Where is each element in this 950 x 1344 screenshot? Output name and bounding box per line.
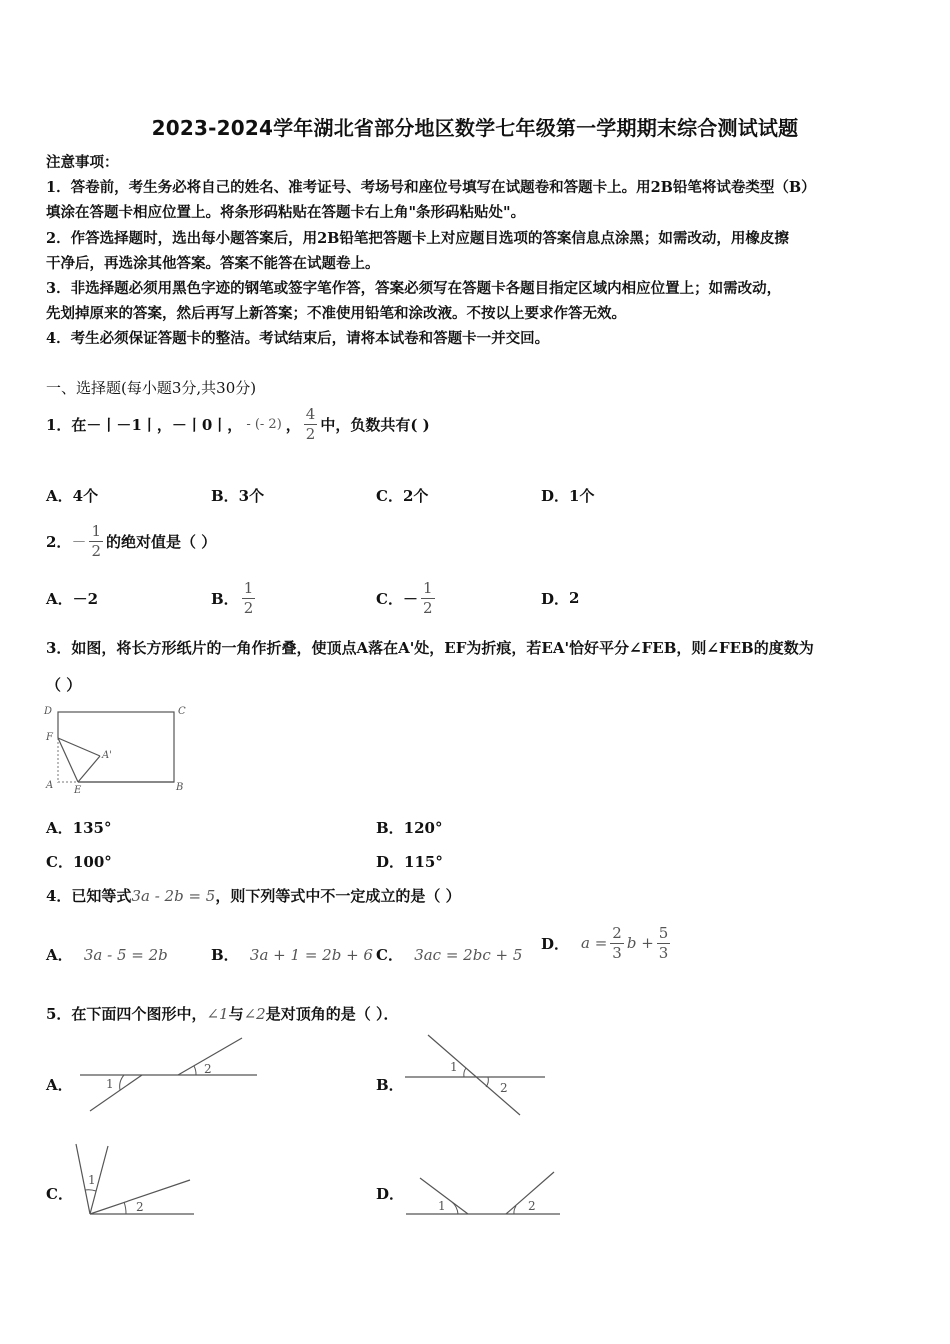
question-4-expr: 3a - 2b = 5 <box>131 887 216 905</box>
q5-figure-c <box>68 1138 198 1220</box>
option-label: B． <box>211 946 239 964</box>
angle-label-2: 2 <box>528 1199 536 1213</box>
angle-label-1: 1 <box>106 1077 114 1091</box>
question-2-fraction <box>89 522 103 561</box>
fraction-numerator: 1 <box>243 578 254 597</box>
question-3-line-2: （ ） <box>46 676 82 694</box>
angle-arc-2 <box>194 1066 196 1075</box>
fraction-numerator: 1 <box>422 578 433 597</box>
fraction-numerator: 1 <box>91 521 101 540</box>
q1-option-b: B．3个 <box>211 487 265 505</box>
section-heading: 一、选择题(每小题3分,共30分) <box>46 379 257 397</box>
question-3-figure <box>40 700 200 798</box>
q3-option-c: C．100° <box>46 853 112 871</box>
question-5-angle-2: ∠2 <box>243 1005 266 1023</box>
option-label: C． <box>376 946 403 964</box>
q5-figure-b <box>400 1030 550 1120</box>
question-1-prefix: 1．在－丨－1丨，－丨0丨， <box>46 415 243 434</box>
q5-figure-a <box>70 1034 265 1114</box>
option-fraction-1 <box>610 924 624 963</box>
notice-line-5: 3．非选择题必须用黑色字迹的钢笔或签字笔作答，答案必须写在答题卡各题目指定区域内相应位置上；如需改动， <box>46 280 782 297</box>
question-5-angle-1: ∠1 <box>206 1005 229 1023</box>
angle-label-2: 2 <box>204 1062 212 1076</box>
angle-label-1: 1 <box>450 1060 458 1074</box>
q5-option-d-label: D． <box>376 1185 405 1203</box>
notice-line-6: 先划掉原来的答案，然后再写上新答案；不准使用铅笔和涂改液。不按以上要求作答无效。 <box>46 305 626 322</box>
option-label: A． <box>46 946 73 964</box>
q4-option-d <box>541 921 673 965</box>
option-label: A． <box>46 589 73 608</box>
rectangle-abcd <box>58 712 174 782</box>
option-expr: 3a - 5 = 2b <box>83 946 168 964</box>
q3-option-d: D．115° <box>376 853 443 871</box>
option-label: C． <box>376 589 403 608</box>
question-2-sign: － <box>71 532 87 551</box>
option-mid: b + <box>626 934 654 952</box>
label-f: F <box>46 732 53 743</box>
option-label: D． <box>541 934 570 953</box>
q4-option-a <box>46 944 168 965</box>
page-title: 2023-2024学年湖北省部分地区数学七年级第一学期期末综合测试试题 <box>151 116 799 140</box>
q3-option-b: B．120° <box>376 819 443 837</box>
fraction-denominator: 3 <box>658 943 669 962</box>
q4-option-c <box>376 944 522 965</box>
question-1-expr: - (- 2) <box>246 416 282 432</box>
edge-ea-prime <box>78 756 100 782</box>
option-value: 2 <box>569 589 580 607</box>
angle-label-1: 1 <box>438 1199 446 1213</box>
option-label: B． <box>211 589 239 608</box>
notice-heading: 注意事项： <box>46 154 119 171</box>
question-5-mid: 与 <box>228 1005 244 1023</box>
label-a-prime: A' <box>102 750 112 761</box>
fraction-denominator: 2 <box>91 541 101 560</box>
question-1 <box>46 402 430 446</box>
label-c: C <box>178 706 186 717</box>
q1-option-c: C．2个 <box>376 487 429 505</box>
fraction-numerator: 4 <box>305 404 316 423</box>
q2-option-c <box>376 576 438 620</box>
angle-arc-1 <box>85 1190 96 1191</box>
option-sign: － <box>402 589 418 608</box>
question-4 <box>46 885 461 906</box>
fraction-denominator: 2 <box>243 598 254 617</box>
question-4-suffix: ，则下列等式中不一定成立的是（ ） <box>215 887 461 905</box>
option-label: D． <box>541 589 570 608</box>
option-fraction <box>242 579 256 618</box>
q2-option-a <box>46 576 98 620</box>
notice-line-2: 填涂在答题卡相应位置上。将条形码粘贴在答题卡右上角"条形码粘贴处"。 <box>46 204 526 221</box>
option-expr: 3ac = 2bc + 5 <box>414 946 523 964</box>
fraction-numerator: 2 <box>612 923 622 942</box>
option-fraction <box>421 579 435 618</box>
notice-line-3: 2．作答选择题时，选出每小题答案后，用2B铅笔把答题卡上对应题目选项的答案信息点涂黑；如需改动，用橡皮擦 <box>46 230 789 247</box>
question-1-sep: ， <box>285 415 301 434</box>
angle-arc-1 <box>464 1068 466 1077</box>
q1-option-d: D．1个 <box>541 487 595 505</box>
q4-option-b <box>211 944 373 965</box>
fraction-denominator: 2 <box>422 598 433 617</box>
question-5 <box>46 1003 398 1024</box>
transversal-1 <box>90 1075 142 1111</box>
fraction-numerator: 5 <box>658 923 669 942</box>
label-d: D <box>44 706 53 717</box>
option-lhs: a = <box>581 934 608 952</box>
question-1-fraction <box>304 405 318 444</box>
fraction-denominator: 3 <box>612 943 622 962</box>
label-a: A <box>46 780 54 791</box>
question-2-prefix: 2． <box>46 532 72 551</box>
q3-option-a: A．135° <box>46 819 112 837</box>
option-value: －2 <box>72 589 99 608</box>
crease-ef <box>58 738 78 782</box>
question-3-line-1: 3．如图，将长方形纸片的一角作折叠，使顶点A落在A'处，EF为折痕，若EA'恰好平分∠FEB，则∠FEB的度数为 <box>46 639 814 657</box>
question-5-prefix: 5．在下面四个图形中， <box>46 1005 207 1023</box>
q5-option-b-label: B． <box>376 1076 404 1094</box>
angle-arc-2 <box>124 1202 126 1214</box>
angle-label-2: 2 <box>136 1200 144 1214</box>
question-2-suffix: 的绝对值是（ ） <box>106 532 217 551</box>
label-e: E <box>74 785 82 796</box>
question-5-suffix: 是对顶角的是（ ）． <box>265 1005 399 1023</box>
question-1-suffix: 中，负数共有( ) <box>320 415 430 434</box>
q2-option-d <box>541 576 579 620</box>
q2-option-b <box>211 576 258 620</box>
option-expr: 3a + 1 = 2b + 6 <box>249 946 373 964</box>
option-fraction-2 <box>657 924 671 963</box>
notice-line-7: 4．考生必须保证答题卡的整洁。考试结束后，请将本试卷和答题卡一并交回。 <box>46 330 550 347</box>
question-4-prefix: 4．已知等式 <box>46 887 132 905</box>
question-2 <box>46 519 216 563</box>
notice-line-1: 1．答卷前，考生务必将自己的姓名、准考证号、考场号和座位号填写在试题卷和答题卡上。用2B铅笔将试卷类型（B） <box>46 179 816 196</box>
label-b: B <box>176 782 184 793</box>
intersecting-line <box>428 1035 520 1115</box>
fraction-denominator: 2 <box>305 424 316 443</box>
q5-option-a-label: A． <box>46 1076 73 1094</box>
angle-label-2: 2 <box>500 1081 508 1095</box>
q5-figure-d <box>400 1162 565 1222</box>
q5-option-c-label: C． <box>46 1185 73 1203</box>
angle-label-1: 1 <box>88 1173 96 1187</box>
q1-option-a: A．4个 <box>46 487 99 505</box>
notice-line-4: 干净后，再选涂其他答案。答案不能答在试题卷上。 <box>46 255 380 272</box>
